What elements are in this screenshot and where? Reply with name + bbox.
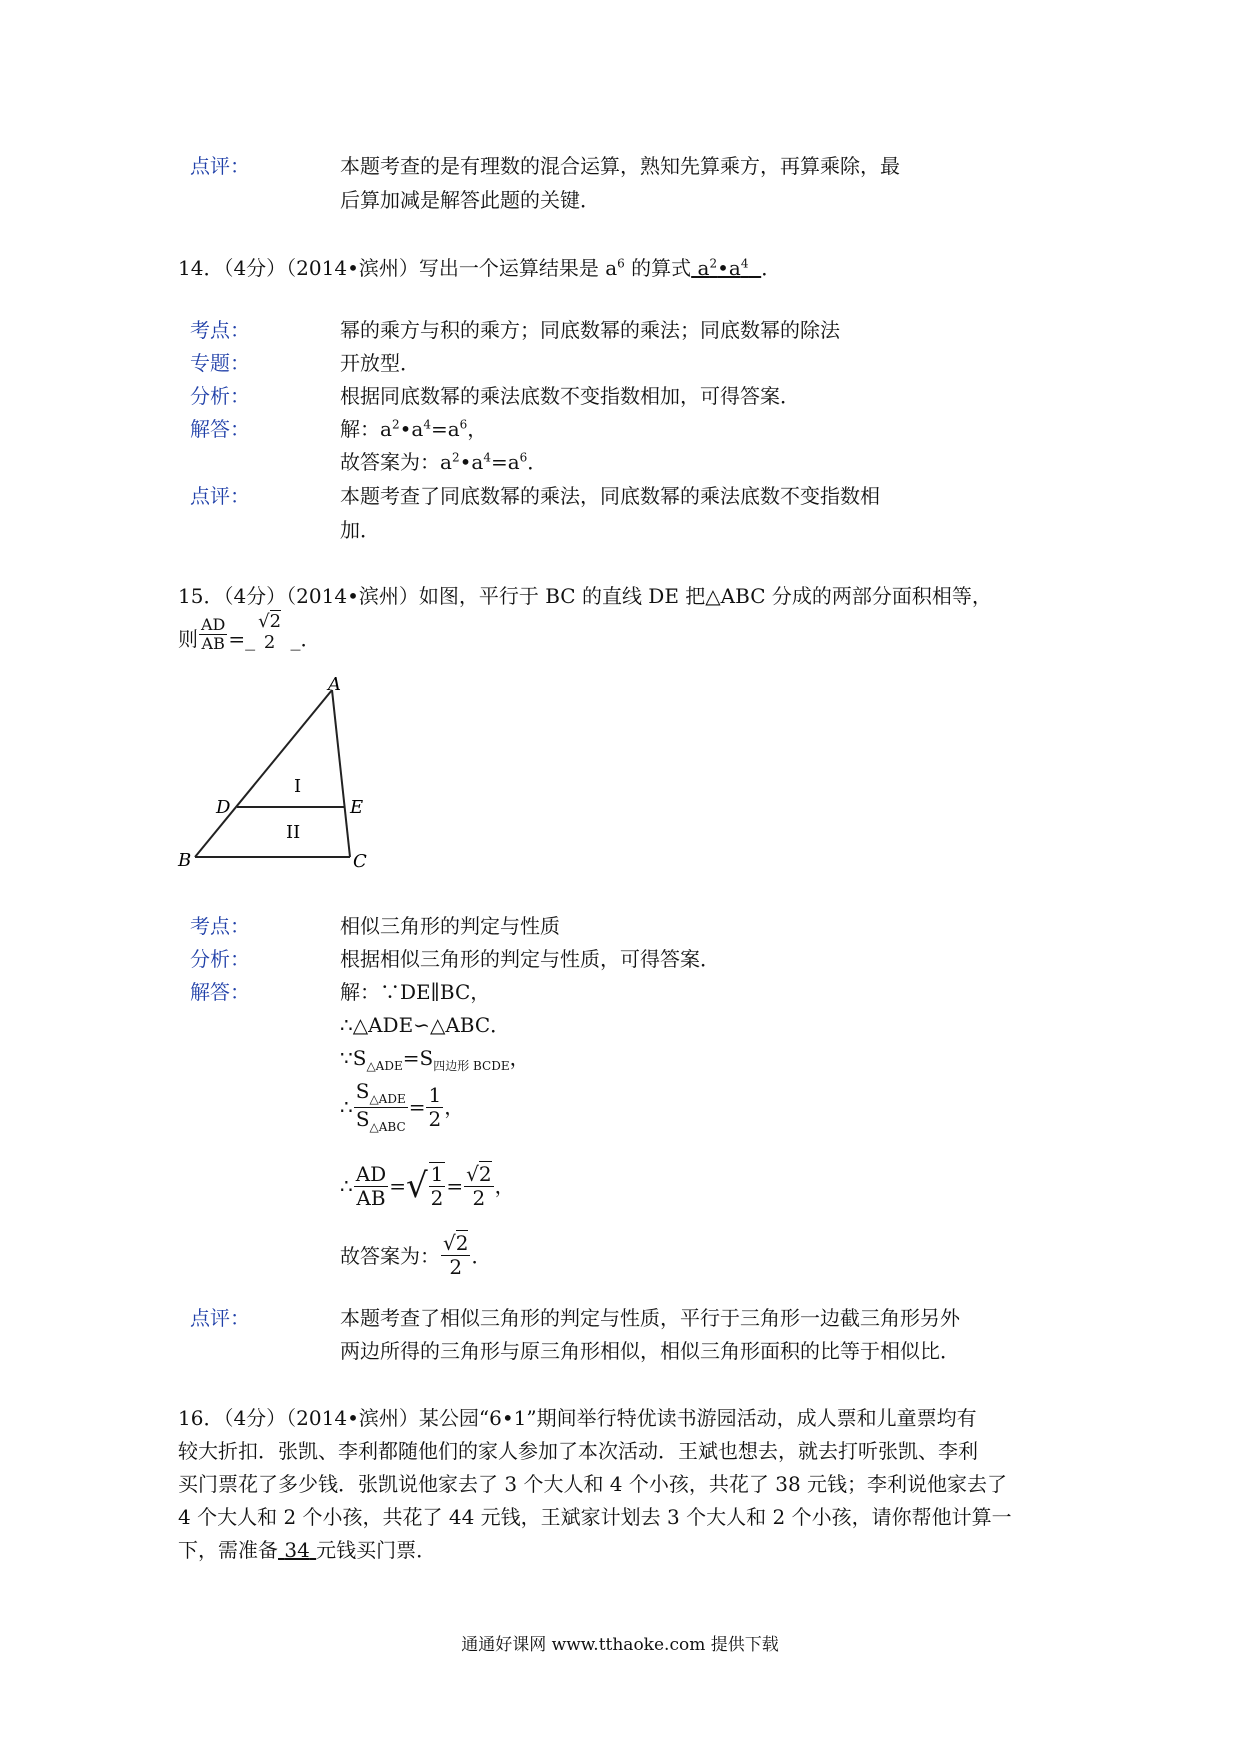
q15-jieda-2: ∴△ADE∽△ABC． (340, 1013, 511, 1037)
label-c: C (353, 851, 367, 872)
label-e: E (350, 797, 364, 818)
q15-dianping-2: 两边所得的三角形与原三角形相似，相似三角形面积的比等于相似比． (340, 1339, 960, 1363)
q15-kaodian: 相似三角形的判定与性质 (340, 914, 560, 938)
q15-ze: 则 (178, 627, 198, 652)
q15-jieda-1: 解：∵DE∥BC， (340, 980, 491, 1004)
side-ab (195, 690, 332, 857)
q15-dianping-1: 本题考查了相似三角形的判定与性质，平行于三角形一边截三角形另外 (340, 1306, 960, 1330)
q14-fenxi-label: 分析： (190, 384, 250, 408)
q15-kaodian-label: 考点： (190, 914, 250, 938)
q14-exp: 6 (617, 256, 625, 271)
q15-jieda-label: 解答： (190, 980, 250, 1004)
q14-dianping-2: 加． (340, 518, 380, 542)
label-region-ii: II (286, 822, 301, 843)
label-b: B (178, 850, 192, 871)
q14-question-middle: 的算式 (624, 256, 692, 280)
q14-kaodian: 幂的乘方与积的乘方；同底数幂的乘法；同底数幂的除法 (340, 318, 840, 342)
q15-question-line-1: 15．（4分）（2014•滨州）如图，平行于 BC 的直线 DE 把△ABC 分成的两部分面积相等， (178, 584, 992, 608)
q15-fenxi-label: 分析： (190, 947, 250, 971)
label-a: A (328, 674, 341, 695)
q14-dianping-1: 本题考查了同底数幂的乘法，同底数幂的乘法底数不变指数相 (340, 484, 880, 508)
q14-jieda-line-1: 解：$a^2•a^4=a^6$， (340, 417, 488, 441)
q14-fenxi: 根据同底数幂的乘法底数不变指数相加，可得答案． (340, 384, 800, 408)
q13-review-label: 点评： (190, 154, 250, 178)
q15-jieda-4: ∴ $\frac{S_{\triangle ADE}}{S_{\triangle ABC}}$ = $\frac{1}{2}$ ， (340, 1079, 465, 1134)
q15-fenxi: 根据相似三角形的判定与性质，可得答案． (340, 947, 720, 971)
q15-dianping-label: 点评： (190, 1306, 250, 1330)
q16-line-2: 较大折扣．张凯、李利都随他们的家人参加了本次活动．王斌也想去，就去打听张凯、李利 (178, 1439, 978, 1463)
q14-question (178, 256, 781, 280)
q16-line-1: 16．（4分）（2014•滨州）某公园“6•1”期间举行特优读书游园活动，成人票和儿童票均有 (178, 1406, 977, 1430)
q14-answer: $a^2•a^4$ (697, 256, 749, 280)
label-d: D (216, 797, 231, 818)
q16-line-3: 买门票花了多少钱．张凯说他家去了 3 个大人和 4 个小孩，共花了 38 元钱；李利说他家去了 (178, 1472, 1008, 1496)
q16-answer: 34 (284, 1538, 310, 1562)
q13-review-text-1: 本题考查的是有理数的混合运算，熟知先算乘方，再算乘除，最 (340, 154, 900, 178)
q15-frac-num: AD (201, 614, 226, 634)
q14-zhuanti-label: 专题： (190, 351, 250, 375)
q15-frac-den: AB (201, 633, 225, 653)
page-footer: 通通好课网 www.tthaoke.com 提供下载 (461, 1635, 779, 1655)
q14-zhuanti: 开放型． (340, 351, 420, 375)
q14-question-suffix: ． (761, 256, 782, 280)
q14-kaodian-label: 考点： (190, 318, 250, 342)
triangle-figure (170, 670, 380, 880)
q14-dianping-label: 点评： (190, 484, 250, 508)
q15-jieda-3: $\because S_{\triangle ADE}=S_{四边形 BCDE}$， (340, 1046, 530, 1073)
q15-question-line-2: 则 $\frac{AD}{AB}$ = _ √2 2 _ ． (178, 611, 321, 653)
q15-answer: √2 2 (258, 611, 282, 653)
q14-question-prefix: 14．（4分）（2014•滨州）写出一个运算结果是 a (178, 256, 618, 280)
q16-line-4: 4 个大人和 2 个小孩，共花了 44 元钱，王斌家计划去 3 个大人和 2 个小孩，请你帮他计算一 (178, 1505, 1012, 1529)
label-region-i: I (294, 776, 302, 797)
q15-jieda-5: ∴ $\frac{AD}{AB}$ = √ $\frac{1}{2}$ = $\frac{√2}{2}$ ， (340, 1161, 515, 1210)
q16-line-5: 下，需准备 34 元钱买门票． (178, 1538, 437, 1562)
q14-jieda-label: 解答： (190, 417, 250, 441)
side-ac (332, 690, 350, 857)
q14-jieda-line-2: 故答案为：$a^2•a^4=a^6$． (340, 450, 548, 474)
q13-review-text-2: 后算加减是解答此题的关键． (340, 188, 600, 212)
q15-jieda-6: 故答案为： $\frac{√2}{2}$ ． (340, 1231, 492, 1279)
